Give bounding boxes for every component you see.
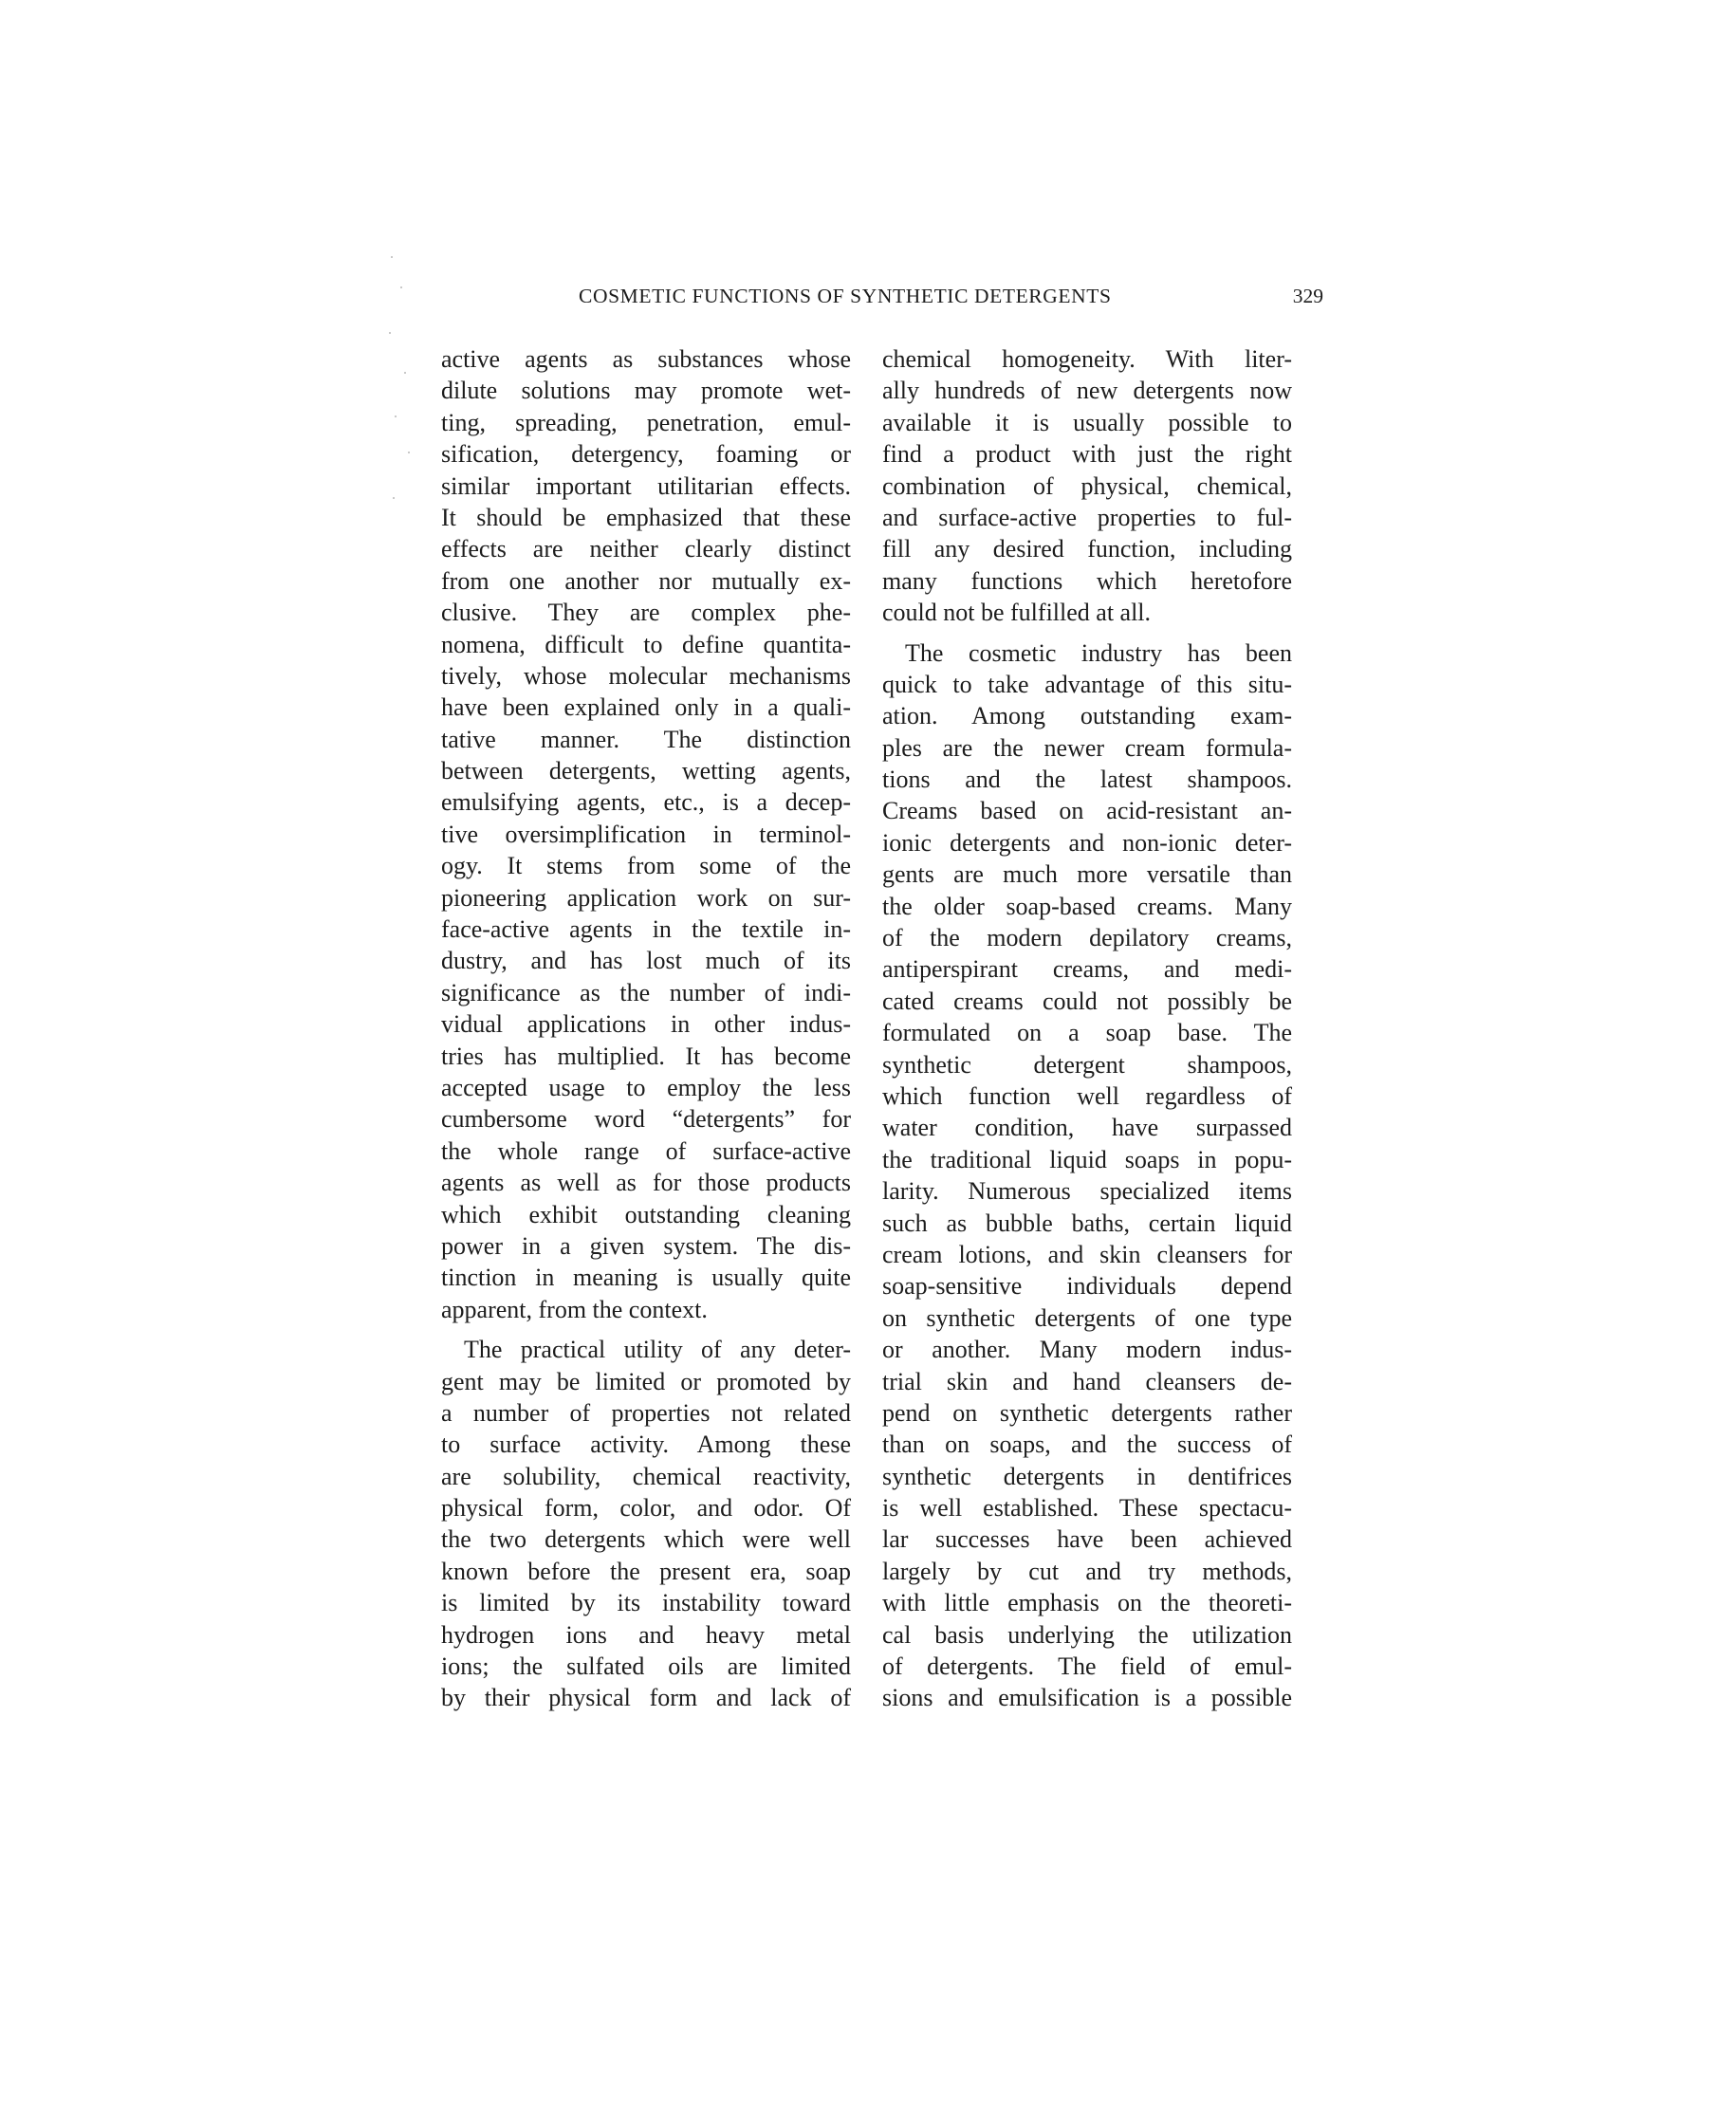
text-line: tions and the latest shampoos. <box>882 766 1292 794</box>
text-line: ogy. It stems from some of the <box>441 852 851 880</box>
text-line: dilute solutions may promote wet- <box>441 377 851 405</box>
text-line: with little emphasis on the theoreti- <box>882 1589 1292 1617</box>
left-text-column <box>441 343 851 1714</box>
text-line: ples are the newer cream formula- <box>882 733 1292 762</box>
paragraph-break <box>441 1325 851 1334</box>
text-line: many functions which heretofore <box>882 566 1292 595</box>
text-line: of detergents. The field of emul- <box>882 1652 1292 1681</box>
text-line: dustry, and has lost much of its <box>441 947 851 975</box>
text-line: active agents as substances whose <box>441 345 851 373</box>
text-line: have been explained only in a quali- <box>441 693 851 722</box>
text-line: formulated on a soap base. The <box>882 1019 1292 1047</box>
text-line: tive oversimplification in terminol- <box>441 820 851 848</box>
text-line: nomena, difficult to define quantita- <box>441 630 851 658</box>
text-line: pioneering application work on sur- <box>441 883 851 912</box>
text-line: Creams based on acid-resistant an- <box>882 797 1292 825</box>
text-line: trial skin and hand cleansers de- <box>882 1367 1292 1395</box>
text-line: sions and emulsification is a possible <box>882 1684 1292 1712</box>
text-line: tative manner. The distinction <box>441 725 851 753</box>
text-line: cated creams could not possibly be <box>882 987 1292 1015</box>
scan-speckle-marks <box>387 249 434 533</box>
scan-speck <box>400 286 402 288</box>
text-line: power in a given system. The dis- <box>441 1231 851 1260</box>
text-line: from one another nor mutually ex- <box>441 566 851 595</box>
text-line: largely by cut and try methods, <box>882 1557 1292 1585</box>
scan-speck <box>395 415 397 417</box>
text-line: the two detergents which were well <box>441 1525 851 1554</box>
text-line: is well established. These spectacu- <box>882 1494 1292 1523</box>
scan-speck <box>404 372 406 374</box>
text-line: soap-sensitive individuals depend <box>882 1272 1292 1301</box>
text-line: the whole range of surface-active <box>441 1136 851 1165</box>
text-line: or another. Many modern indus- <box>882 1336 1292 1364</box>
text-line: known before the present era, soap <box>441 1557 851 1585</box>
text-line: hydrogen ions and heavy metal <box>441 1620 851 1649</box>
text-line: is limited by its instability toward <box>441 1589 851 1617</box>
text-line: similar important utilitarian effects. <box>441 471 851 500</box>
text-line: clusive. They are complex phe- <box>441 599 851 627</box>
text-line: It should be emphasized that these <box>441 503 851 531</box>
text-line: combination of physical, chemical, <box>882 471 1292 500</box>
text-line: which exhibit outstanding cleaning <box>441 1200 851 1228</box>
text-line: the traditional liquid soaps in popu- <box>882 1145 1292 1173</box>
paragraph-break <box>882 629 1292 637</box>
text-line: a number of properties not related <box>441 1398 851 1427</box>
text-line: pend on synthetic detergents rather <box>882 1398 1292 1427</box>
scan-speck <box>408 452 410 453</box>
text-line: cumbersome word “detergents” for <box>441 1105 851 1134</box>
text-line: physical form, color, and odor. Of <box>441 1494 851 1523</box>
text-line: water condition, have surpassed <box>882 1114 1292 1142</box>
text-line: antiperspirant creams, and medi- <box>882 955 1292 984</box>
text-line: face-active agents in the textile in- <box>441 915 851 944</box>
text-line: to surface activity. Among these <box>441 1431 851 1459</box>
text-line: larity. Numerous specialized items <box>882 1177 1292 1206</box>
text-line: ally hundreds of new detergents now <box>882 377 1292 405</box>
text-line: sification, detergency, foaming or <box>441 440 851 469</box>
text-line: could not be fulfilled at all. <box>882 599 1152 627</box>
text-line: chemical homogeneity. With liter- <box>882 345 1292 373</box>
page-number: 329 <box>1292 285 1323 307</box>
text-line: gent may be limited or promoted by <box>441 1367 851 1395</box>
text-line: ting, spreading, penetration, emul- <box>441 408 851 436</box>
text-line: and surface-active properties to ful- <box>882 503 1292 531</box>
text-line: quick to take advantage of this situ- <box>882 670 1292 698</box>
text-line: fill any desired function, including <box>882 535 1292 563</box>
scan-speck <box>389 332 391 334</box>
text-line: effects are neither clearly distinct <box>441 535 851 563</box>
text-line: find a product with just the right <box>882 440 1292 469</box>
text-line: the older soap-based creams. Many <box>882 892 1292 920</box>
text-line: than on soaps, and the success of <box>882 1431 1292 1459</box>
text-line: lar successes have been achieved <box>882 1525 1292 1554</box>
text-line: gents are much more versatile than <box>882 860 1292 889</box>
text-line: The cosmetic industry has been <box>905 638 1292 667</box>
text-line: accepted usage to employ the less <box>441 1073 851 1101</box>
text-line: such as bubble baths, certain liquid <box>882 1209 1292 1237</box>
text-line: tinction in meaning is usually quite <box>441 1264 851 1292</box>
text-line: apparent, from the context. <box>441 1295 708 1323</box>
text-line: tries has multiplied. It has become <box>441 1042 851 1070</box>
text-line: ation. Among outstanding exam- <box>882 702 1292 730</box>
text-line: ions; the sulfated oils are limited <box>441 1652 851 1681</box>
running-head <box>441 285 1323 319</box>
text-line: cream lotions, and skin cleansers for <box>882 1240 1292 1268</box>
text-line: of the modern depilatory creams, <box>882 924 1292 952</box>
text-line: tively, whose molecular mechanisms <box>441 661 851 690</box>
text-line: between detergents, wetting agents, <box>441 757 851 785</box>
right-text-column <box>882 343 1292 1714</box>
text-line: ionic detergents and non-ionic deter- <box>882 828 1292 857</box>
text-line: cal basis underlying the utilization <box>882 1620 1292 1649</box>
running-title: COSMETIC FUNCTIONS OF SYNTHETIC DETERGENTS <box>579 285 1112 307</box>
text-line: vidual applications in other indus- <box>441 1010 851 1039</box>
scan-speck <box>393 497 395 499</box>
text-line: significance as the number of indi- <box>441 978 851 1006</box>
text-line: by their physical form and lack of <box>441 1684 851 1712</box>
text-line: which function well regardless of <box>882 1081 1292 1110</box>
text-line: agents as well as for those products <box>441 1169 851 1197</box>
text-line: emulsifying agents, etc., is a decep- <box>441 788 851 817</box>
text-line: synthetic detergents in dentifrices <box>882 1462 1292 1490</box>
text-line: synthetic detergent shampoos, <box>882 1050 1292 1079</box>
text-line: The practical utility of any deter- <box>464 1336 851 1364</box>
text-line: on synthetic detergents of one type <box>882 1303 1292 1332</box>
text-line: are solubility, chemical reactivity, <box>441 1462 851 1490</box>
scan-speck <box>391 256 393 258</box>
text-line: available it is usually possible to <box>882 408 1292 436</box>
